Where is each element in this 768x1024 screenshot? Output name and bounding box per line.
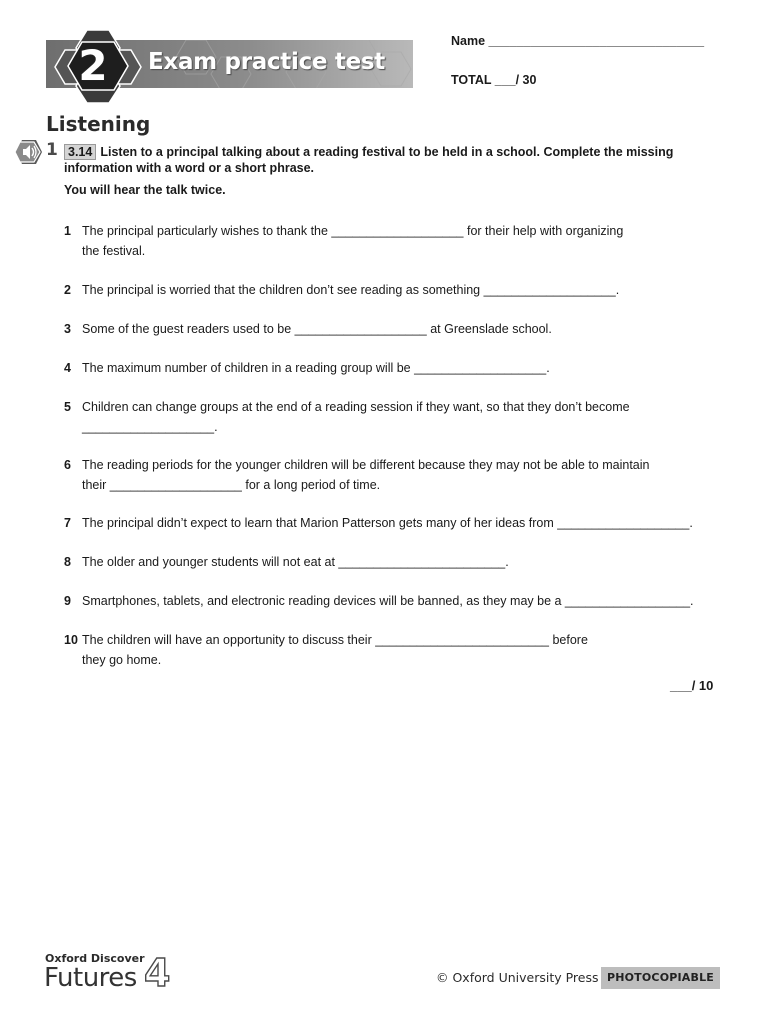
series-level: 4 xyxy=(144,954,171,990)
audio-speaker-icon[interactable] xyxy=(15,139,43,165)
name-field[interactable]: Name _______________________________ xyxy=(451,34,705,48)
exercise-note: You will hear the talk twice. xyxy=(64,183,226,197)
question-item xyxy=(64,592,724,612)
instruction-text: Listen to a principal talking about a reading festival to be held in a school. Complete the missing information with a word or a short phrase. xyxy=(64,145,674,175)
track-number: 3.14 xyxy=(64,144,96,160)
question-number: 2 xyxy=(64,283,71,297)
question-number: 7 xyxy=(64,516,71,530)
question-text[interactable]: The older and younger students will not eat at ________________________. xyxy=(82,555,509,569)
question-number: 3 xyxy=(64,322,71,336)
question-item xyxy=(64,514,724,534)
question-item xyxy=(64,456,724,495)
question-number: 9 xyxy=(64,594,71,608)
question-item xyxy=(64,222,724,261)
question-text[interactable]: The principal particularly wishes to thank the ___________________ for their help with organizing the festival. xyxy=(82,224,624,258)
question-number: 6 xyxy=(64,458,71,472)
unit-number: 2 xyxy=(78,41,108,90)
series-logo-main: Futures xyxy=(44,963,137,993)
question-text[interactable]: The children will have an opportunity to discuss their _________________________ before they go home. xyxy=(82,633,588,667)
question-item xyxy=(64,631,724,670)
level-number-icon xyxy=(142,954,174,990)
question-item xyxy=(64,359,724,379)
question-item xyxy=(64,553,724,573)
question-text[interactable]: The principal is worried that the children don’t see reading as something ___________________. xyxy=(82,283,620,297)
exercise-number: 1 xyxy=(46,140,58,160)
photocopiable-badge: PHOTOCOPIABLE xyxy=(601,967,720,989)
publisher-credit: © Oxford University Press xyxy=(436,970,599,985)
question-number: 4 xyxy=(64,361,71,375)
question-text[interactable]: Some of the guest readers used to be ___________________ at Greenslade school. xyxy=(82,322,552,336)
question-number: 5 xyxy=(64,400,71,414)
question-text[interactable]: Children can change groups at the end of a reading session if they want, so that they don’t become ___________________. xyxy=(82,400,630,434)
question-text[interactable]: The reading periods for the younger children will be different because they may not be able to maintain their ___________________ for a long period of time. xyxy=(82,458,650,492)
series-logo-top: Oxford Discover xyxy=(45,952,145,965)
question-number: 1 xyxy=(64,224,71,238)
question-text[interactable]: The maximum number of children in a reading group will be ___________________. xyxy=(82,361,550,375)
question-item xyxy=(64,320,724,340)
section-score: ___/ 10 xyxy=(670,678,714,693)
question-item xyxy=(64,398,724,437)
exercise-instructions xyxy=(64,144,724,176)
section-heading: Listening xyxy=(46,112,151,136)
question-text[interactable]: The principal didn’t expect to learn that Marion Patterson gets many of her ideas from ___________________. xyxy=(82,516,693,530)
question-number: 10 xyxy=(64,633,78,647)
question-text[interactable]: Smartphones, tablets, and electronic reading devices will be banned, as they may be a __________________. xyxy=(82,594,694,608)
page-title: Exam practice test xyxy=(148,49,385,75)
question-number: 8 xyxy=(64,555,71,569)
question-item xyxy=(64,281,724,301)
total-score: TOTAL ___/ 30 xyxy=(451,73,537,87)
